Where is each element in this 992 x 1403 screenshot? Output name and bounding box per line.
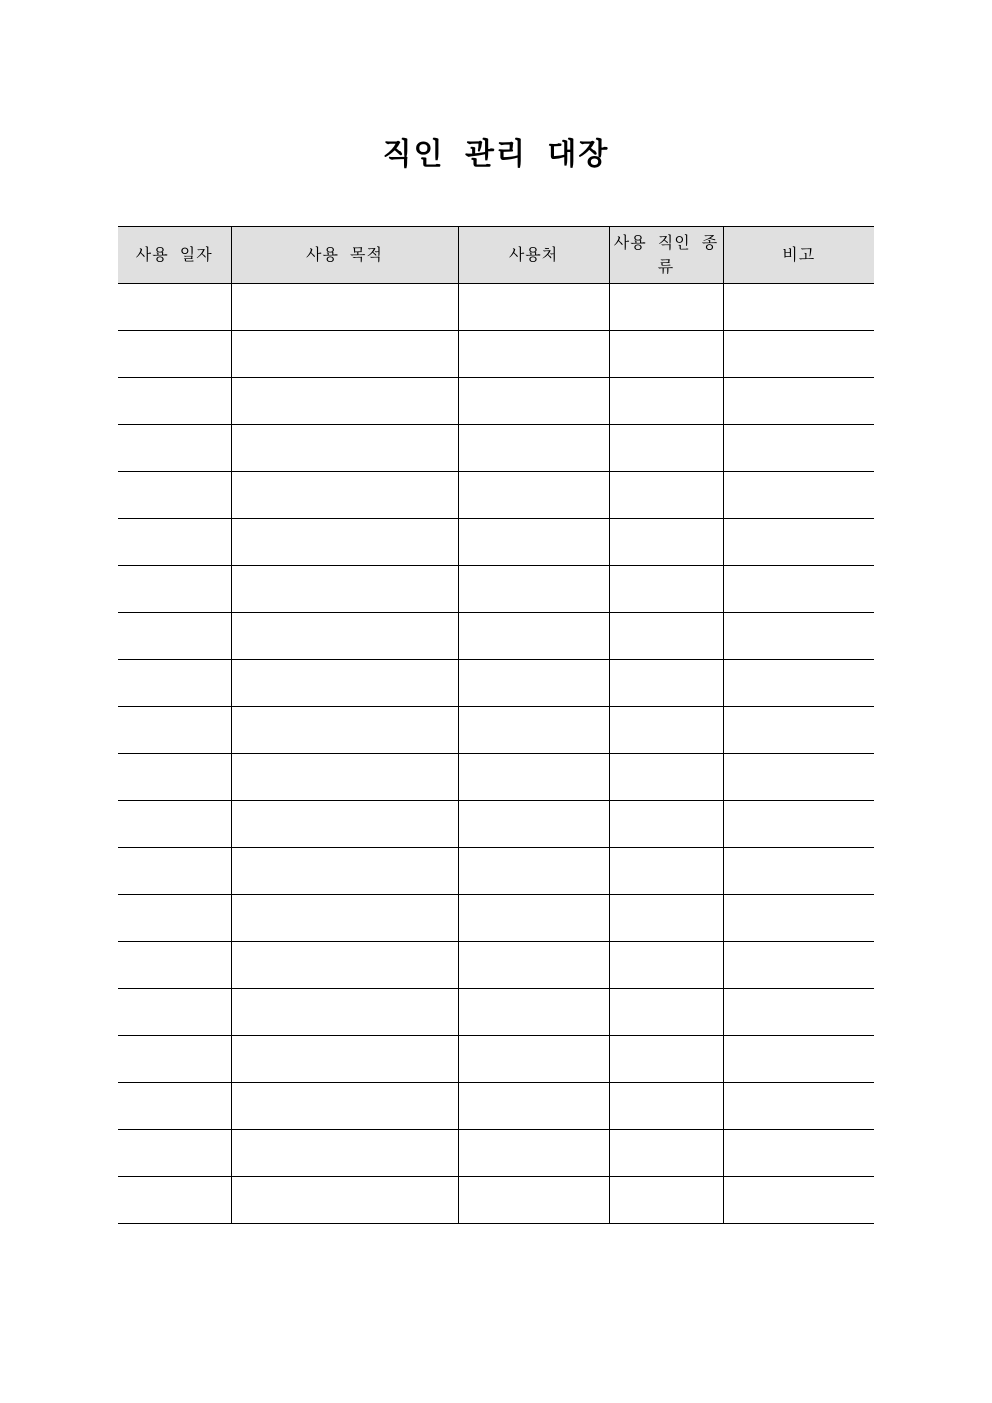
cell-usage-date[interactable] [118, 942, 231, 989]
table-row [118, 566, 874, 613]
table-body [118, 284, 874, 1224]
cell-usage-destination[interactable] [458, 566, 609, 613]
cell-remarks[interactable] [723, 895, 874, 942]
cell-seal-type[interactable] [609, 942, 723, 989]
cell-usage-purpose[interactable] [231, 613, 458, 660]
cell-usage-purpose[interactable] [231, 754, 458, 801]
cell-usage-destination[interactable] [458, 331, 609, 378]
cell-remarks[interactable] [723, 613, 874, 660]
cell-seal-type[interactable] [609, 425, 723, 472]
cell-usage-date[interactable] [118, 472, 231, 519]
cell-remarks[interactable] [723, 1177, 874, 1224]
cell-remarks[interactable] [723, 989, 874, 1036]
page-title: 직인 관리 대장 [382, 137, 610, 172]
cell-seal-type[interactable] [609, 801, 723, 848]
cell-seal-type[interactable] [609, 848, 723, 895]
cell-usage-destination[interactable] [458, 801, 609, 848]
cell-remarks[interactable] [723, 284, 874, 331]
cell-seal-type[interactable] [609, 472, 723, 519]
header-usage-date: 사용 일자 [118, 227, 231, 284]
cell-usage-date[interactable] [118, 378, 231, 425]
cell-usage-destination[interactable] [458, 895, 609, 942]
cell-usage-date[interactable] [118, 331, 231, 378]
cell-usage-purpose[interactable] [231, 331, 458, 378]
cell-remarks[interactable] [723, 801, 874, 848]
cell-usage-date[interactable] [118, 1130, 231, 1177]
cell-usage-destination[interactable] [458, 1130, 609, 1177]
table-row [118, 1083, 874, 1130]
cell-seal-type[interactable] [609, 331, 723, 378]
table-row [118, 378, 874, 425]
cell-usage-date[interactable] [118, 425, 231, 472]
seal-ledger-table [118, 226, 874, 1224]
table-row [118, 989, 874, 1036]
cell-remarks[interactable] [723, 660, 874, 707]
cell-seal-type[interactable] [609, 1130, 723, 1177]
cell-usage-purpose[interactable] [231, 566, 458, 613]
cell-usage-destination[interactable] [458, 519, 609, 566]
cell-usage-destination[interactable] [458, 1036, 609, 1083]
table-row [118, 848, 874, 895]
cell-seal-type[interactable] [609, 989, 723, 1036]
cell-usage-date[interactable] [118, 1083, 231, 1130]
cell-usage-destination[interactable] [458, 613, 609, 660]
cell-usage-date[interactable] [118, 284, 231, 331]
cell-usage-destination[interactable] [458, 989, 609, 1036]
table-row [118, 519, 874, 566]
table-row [118, 613, 874, 660]
cell-usage-destination[interactable] [458, 1083, 609, 1130]
table-header-row [118, 227, 874, 284]
cell-usage-date[interactable] [118, 519, 231, 566]
table-row [118, 425, 874, 472]
cell-usage-destination[interactable] [458, 284, 609, 331]
cell-usage-date[interactable] [118, 848, 231, 895]
table-row [118, 754, 874, 801]
cell-usage-destination[interactable] [458, 1177, 609, 1224]
header-seal-type: 사용 직인 종류 [609, 227, 723, 284]
cell-usage-destination[interactable] [458, 660, 609, 707]
header-usage-purpose: 사용 목적 [231, 227, 458, 284]
cell-usage-purpose[interactable] [231, 895, 458, 942]
cell-usage-date[interactable] [118, 754, 231, 801]
cell-usage-purpose[interactable] [231, 519, 458, 566]
cell-usage-destination[interactable] [458, 754, 609, 801]
cell-seal-type[interactable] [609, 1177, 723, 1224]
cell-seal-type[interactable] [609, 613, 723, 660]
cell-usage-purpose[interactable] [231, 425, 458, 472]
cell-usage-date[interactable] [118, 613, 231, 660]
cell-usage-purpose[interactable] [231, 848, 458, 895]
cell-seal-type[interactable] [609, 378, 723, 425]
cell-remarks[interactable] [723, 707, 874, 754]
cell-usage-purpose[interactable] [231, 1083, 458, 1130]
cell-usage-date[interactable] [118, 895, 231, 942]
cell-remarks[interactable] [723, 519, 874, 566]
cell-usage-destination[interactable] [458, 425, 609, 472]
cell-usage-date[interactable] [118, 566, 231, 613]
cell-usage-purpose[interactable] [231, 707, 458, 754]
cell-remarks[interactable] [723, 848, 874, 895]
cell-usage-date[interactable] [118, 1177, 231, 1224]
cell-usage-destination[interactable] [458, 942, 609, 989]
cell-seal-type[interactable] [609, 519, 723, 566]
cell-seal-type[interactable] [609, 1083, 723, 1130]
header-remarks: 비고 [723, 227, 874, 284]
cell-usage-purpose[interactable] [231, 472, 458, 519]
cell-seal-type[interactable] [609, 566, 723, 613]
cell-usage-destination[interactable] [458, 848, 609, 895]
cell-remarks[interactable] [723, 378, 874, 425]
table-row [118, 1130, 874, 1177]
cell-usage-purpose[interactable] [231, 801, 458, 848]
cell-usage-destination[interactable] [458, 707, 609, 754]
cell-usage-date[interactable] [118, 707, 231, 754]
cell-usage-purpose[interactable] [231, 284, 458, 331]
cell-usage-purpose[interactable] [231, 1036, 458, 1083]
cell-seal-type[interactable] [609, 660, 723, 707]
cell-seal-type[interactable] [609, 895, 723, 942]
cell-usage-date[interactable] [118, 801, 231, 848]
cell-usage-purpose[interactable] [231, 1177, 458, 1224]
cell-seal-type[interactable] [609, 284, 723, 331]
cell-remarks[interactable] [723, 1036, 874, 1083]
cell-seal-type[interactable] [609, 754, 723, 801]
cell-usage-date[interactable] [118, 989, 231, 1036]
table-row [118, 660, 874, 707]
cell-seal-type[interactable] [609, 1036, 723, 1083]
cell-usage-date[interactable] [118, 1036, 231, 1083]
cell-usage-purpose[interactable] [231, 989, 458, 1036]
table-row [118, 707, 874, 754]
cell-remarks[interactable] [723, 566, 874, 613]
cell-remarks[interactable] [723, 754, 874, 801]
table-row [118, 801, 874, 848]
cell-remarks[interactable] [723, 425, 874, 472]
cell-usage-purpose[interactable] [231, 378, 458, 425]
table-row [118, 895, 874, 942]
table-row [118, 284, 874, 331]
cell-usage-destination[interactable] [458, 472, 609, 519]
table-row [118, 331, 874, 378]
table-row [118, 472, 874, 519]
table-row [118, 1177, 874, 1224]
header-usage-destination: 사용처 [458, 227, 609, 284]
cell-usage-purpose[interactable] [231, 1130, 458, 1177]
cell-remarks[interactable] [723, 942, 874, 989]
table-row [118, 942, 874, 989]
cell-remarks[interactable] [723, 331, 874, 378]
table-row [118, 1036, 874, 1083]
cell-usage-date[interactable] [118, 660, 231, 707]
cell-usage-purpose[interactable] [231, 942, 458, 989]
cell-seal-type[interactable] [609, 707, 723, 754]
cell-usage-destination[interactable] [458, 378, 609, 425]
cell-remarks[interactable] [723, 1130, 874, 1177]
cell-remarks[interactable] [723, 1083, 874, 1130]
cell-usage-purpose[interactable] [231, 660, 458, 707]
cell-remarks[interactable] [723, 472, 874, 519]
